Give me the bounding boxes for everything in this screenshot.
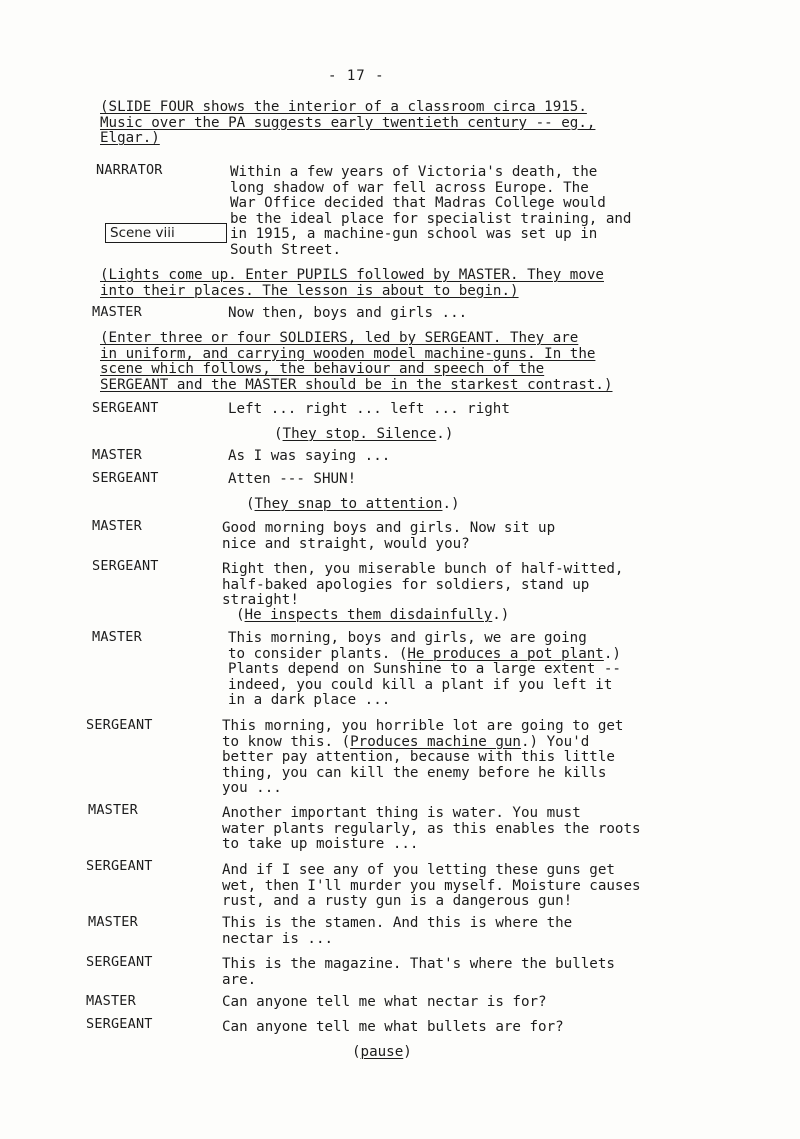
speech-line: Plants depend on Sunshine to a large extent --: [228, 661, 621, 678]
direction-line: into their places. The lesson is about to begin.): [100, 282, 519, 299]
speech-line: Now then, boys and girls ...: [228, 305, 468, 321]
speech-line: straight!: [222, 592, 299, 609]
stage-direction-text: pause: [360, 1044, 404, 1060]
speech-line: Within a few years of Victoria's death, the: [230, 164, 598, 180]
speech-line: to take up moisture ...: [222, 836, 419, 853]
speech-line-with-direction: [228, 647, 621, 663]
direction-line: Music over the PA suggests early twentieth century -- eg.,: [100, 114, 596, 131]
stage-direction-pause: (pause): [352, 1044, 412, 1060]
stage-direction-stop: (They stop. Silence.): [274, 426, 454, 442]
scene-label-box: Scene viii: [105, 223, 227, 243]
direction-line: Elgar.): [100, 130, 160, 146]
sergeant-speech: [222, 719, 623, 797]
speech-line: long shadow of war fell across Europe. The: [230, 179, 589, 196]
speech-line: This is the magazine. That's where the bullets: [222, 956, 615, 972]
speech-line: wet, then I'll murder you myself. Moisture causes: [222, 877, 641, 894]
master-speech: [222, 521, 555, 552]
stage-direction-soldiers: [100, 331, 613, 393]
direction-line: SERGEANT and the MASTER should be in the starkest contrast.): [100, 376, 613, 393]
speech-line: Left ... right ... left ... right: [228, 401, 510, 417]
narrator-speech: [230, 165, 631, 259]
speaker-sergeant: SERGEANT: [92, 558, 159, 574]
master-speech: [228, 449, 390, 465]
sergeant-speech: [222, 863, 641, 910]
speech-line: South Street.: [230, 241, 342, 258]
speaker-master: MASTER: [86, 993, 136, 1009]
direction-line: in uniform, and carrying wooden model machine-guns. In the: [100, 345, 596, 362]
speaker-master: MASTER: [88, 802, 138, 818]
speech-line: Atten --- SHUN!: [228, 471, 357, 487]
speech-line-with-direction: [222, 735, 623, 751]
speaker-sergeant: SERGEANT: [92, 400, 159, 416]
speaker-master: MASTER: [88, 914, 138, 930]
speech-line: you ...: [222, 780, 282, 797]
stage-direction-text: He inspects them disdainfully: [244, 607, 493, 623]
speech-fragment: .) You'd: [520, 733, 590, 750]
master-speech: [228, 631, 621, 709]
speaker-sergeant: SERGEANT: [86, 858, 153, 874]
stage-direction-slide: [100, 100, 595, 147]
speaker-sergeant: SERGEANT: [86, 1016, 153, 1032]
speech-line: This is the stamen. And this is where the: [222, 915, 573, 931]
speech-line: nectar is ...: [222, 930, 334, 947]
speech-line: indeed, you could kill a plant if you left it: [228, 676, 613, 693]
speaker-sergeant: SERGEANT: [86, 717, 153, 733]
speech-line: This morning, you horrible lot are going to get: [222, 718, 624, 734]
speech-line: in 1915, a machine-gun school was set up in: [230, 226, 598, 243]
sergeant-speech: [228, 472, 356, 488]
speech-line: rust, and a rusty gun is a dangerous gun!: [222, 893, 573, 910]
stage-direction-text: They snap to attention: [254, 496, 443, 512]
speech-fragment: .): [603, 645, 621, 662]
master-speech: [222, 916, 572, 947]
speaker-master: MASTER: [92, 629, 142, 645]
speech-line: half-baked apologies for soldiers, stand up: [222, 576, 590, 593]
speech-line: Another important thing is water. You must: [222, 805, 581, 821]
speech-fragment: to know this. (: [222, 733, 351, 750]
page-number: - 17 -: [328, 68, 385, 84]
master-speech: [228, 306, 467, 322]
speech-line: As I was saying ...: [228, 448, 391, 464]
direction-line: (Lights come up. Enter PUPILS followed by MASTER. They move: [100, 267, 604, 283]
speaker-master: MASTER: [92, 447, 142, 463]
speech-line: And if I see any of you letting these guns get: [222, 862, 615, 878]
speech-line: water plants regularly, as this enables the roots: [222, 820, 641, 837]
speech-line: be the ideal place for specialist training, and: [230, 210, 632, 227]
stage-direction-text: They stop. Silence: [282, 426, 437, 442]
speech-line: in a dark place ...: [228, 692, 391, 709]
inline-stage-direction: Produces machine gun: [350, 733, 521, 750]
sergeant-speech: [222, 1020, 564, 1036]
direction-line: scene which follows, the behaviour and speech of the: [100, 361, 545, 377]
speech-line: War Office decided that Madras College would: [230, 195, 606, 212]
speaker-narrator: NARRATOR: [96, 162, 163, 178]
sergeant-speech: [222, 562, 623, 609]
speech-line: Good morning boys and girls. Now sit up: [222, 520, 556, 536]
direction-line: (Enter three or four SOLDIERS, led by SERGEANT. They are: [100, 330, 579, 346]
stage-direction-attention: (They snap to attention.): [246, 496, 460, 512]
speaker-master: MASTER: [92, 518, 142, 534]
speech-line: Can anyone tell me what bullets are for?: [222, 1019, 564, 1035]
inline-stage-direction: He produces a pot plant: [407, 645, 604, 662]
speech-line: Right then, you miserable bunch of half-witted,: [222, 561, 624, 577]
speech-line: This morning, boys and girls, we are going: [228, 630, 587, 646]
direction-line: (SLIDE FOUR shows the interior of a classroom circa 1915.: [100, 99, 587, 115]
stage-direction-inspect: (He inspects them disdainfully.): [236, 607, 510, 623]
sergeant-speech: [222, 957, 615, 988]
sergeant-speech: [228, 402, 510, 418]
speaker-master: MASTER: [92, 304, 142, 320]
speaker-sergeant: SERGEANT: [92, 470, 159, 486]
speaker-sergeant: SERGEANT: [86, 954, 153, 970]
speech-line: nice and straight, would you?: [222, 535, 470, 552]
speech-line: Can anyone tell me what nectar is for?: [222, 994, 547, 1010]
speech-line: thing, you can kill the enemy before he kills: [222, 764, 607, 781]
stage-direction-lights: [100, 268, 604, 299]
master-speech: [222, 995, 547, 1011]
speech-line: are.: [222, 971, 257, 988]
master-speech: [222, 806, 641, 853]
speech-fragment: to consider plants. (: [228, 645, 408, 662]
speech-line: better pay attention, because with this little: [222, 749, 615, 766]
